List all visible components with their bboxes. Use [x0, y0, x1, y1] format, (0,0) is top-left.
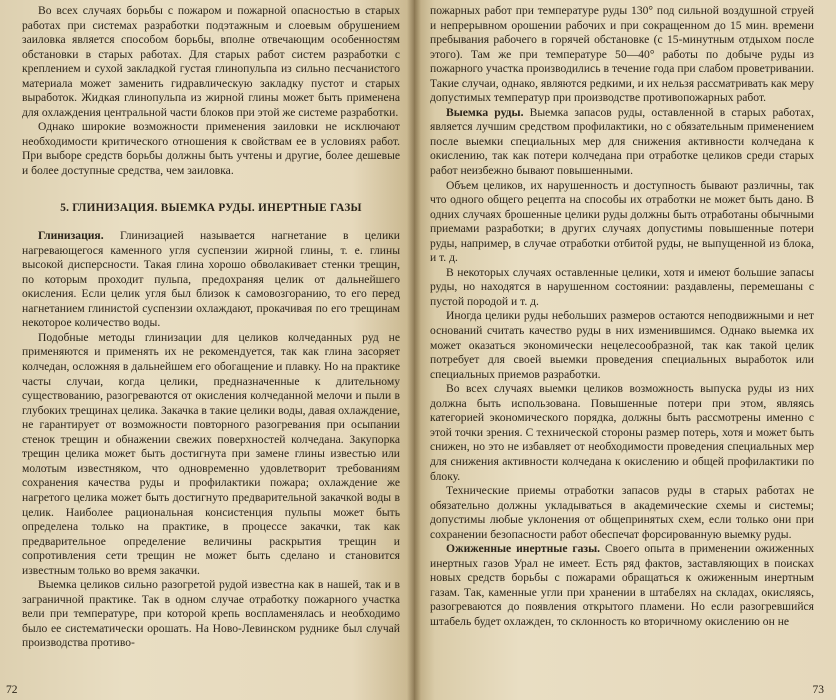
paragraph-text: Глинизацией называется нагнетание в целики нагревающегося каменного угля суспензии жирной глины, т. е. глины высокой дисперсности. Такая глина хорошо обволакивает стенки трещин, по которым проходит пульпа, предохраняя целик от дальнейшего окисления. Если целик угля был близок к самовозгоранию, то его перед нагнетанием глинистой суспензии охлаждают, прокачивая по его трещинам некоторое количество воды. [22, 229, 400, 330]
paragraph: Объем целиков, их нарушенность и доступность бывают различны, так что одного общего рецепта на способы их отработки не может быть дано. В одних случаях брошенные целики руды должны быть отработаны обычными приемами разработки; в других случаях допустимы повышенные потери руды, например, в случае отработки отбитой руды, не выпущенной из блока, и т. д. [430, 178, 814, 265]
paragraph: пожарных работ при температуре руды 130° под сильной воздушной струей и непрерывном орошении рабочих и при сокращенном до 15 мин. времени пребывания рабочего в горячей обстановке (с 15-минутным отдыхом после этого). Там же при температуре 50—40° работы по добыче руды из пожарного участка производились в течение года при слабом проветривании. Такие случаи, однако, являются редкими, и их нельзя рассматривать как меру допустимых температур при производстве противопожарных работ. [430, 4, 814, 105]
paragraph-text: Своего опыта в применении ожиженных инертных газов Урал не имеет. Есть ряд фактов, заставляющих в поисках новых средств борьбы с пожарами обращаться к ожиженным инертным газам. Так, каменные угли при хранении в штабелях на складах, окисляясь, разогреваются до появления открытого пламени. Но если разогревшийся штабель будет охлажден, то склонность ко вторичному окислению он не [430, 542, 815, 628]
run-in-heading: Выемка руды. [446, 105, 524, 119]
paragraph: В некоторых случаях оставленные целики, хотя и имеют большие запасы руды, но находятся в нарушенном состоянии: раздавлены, перемешаны с пустой породой и т. д. [430, 265, 814, 308]
paragraph: Иногда целики руды небольших размеров остаются неподвижными и нет оснований считать качество руды в них изменившимся. Однако выемка их может оказаться экономически нецелесообразной, так как такой целик потребует для своей выемки проведения специальных выработок или специальных приемов разработки. [430, 309, 814, 381]
paragraph [430, 106, 814, 179]
left-page [0, 0, 414, 700]
paragraph [22, 229, 400, 331]
right-page [414, 0, 836, 700]
paragraph [430, 542, 814, 629]
paragraph: Выемка целиков сильно разогретой рудой известна как в нашей, так и в заграничной практике. Так в одном случае отработку пожарного участка вели при температуре, при которой крепь воспламенялась и необходимо было ее систематически орошать. На Ново-Левинском руднике был случай производства противо- [22, 578, 400, 650]
paragraph: Во всех случаях борьбы с пожаром и пожарной опасностью в старых работах при системах разработки подэтажным и слоевым обрушением заиловка является способом борьбы, вполне отвечающим особенностям обстановки в старых работах. Для старых работ систем разработки с креплением и сухой закладкой густая глинопульпа из сильно песчанистого материала может заменить гидравлическую закладку пустот и старых выработок. Жидкая глинопульпа из жирной глины может быть применена для охлаждения центральной части блоков при этой же системе разработки. [22, 4, 400, 119]
paragraph: Однако широкие возможности применения заиловки не исключают необходимости критического отношения к свойствам ее в условиях работ. При выборе средств борьбы должны быть учтены и другие, более дешевые и более доступные средства, чем заиловка. [22, 120, 400, 178]
paragraph: Подобные методы глинизации для целиков колчеданных руд не применяются и применять их не рекомендуется, так как глина засоряет колчедан, осложняя в дальнейшем его обогащение и плавку. Но на практике часты случаи, когда целики, предназначенные к длительному существованию, разогреваются от окисления колчеданной мелочи и пыли в глубоких трещинах целика. Закачка в такие целики воды, давая охлаждение, не гарантирует от возможности повторного разогревания при осыпании стенок трещин и обнажении свежих поверхностей колчедана. Закупорка трещин целика может быть достигнута при замене глины известью или молотым известняком, что одновременно удовлетворит требованиям сохранения качества руды и профилактики пожара; охлаждение же нагретого целика может быть достигнуто предварительной закачкой воды в целик. Наиболее рациональная консистенция пульпы может быть определена только на практике, в процессе закачки, так как предварительное определение величины раскрытия трещин и сопротивления сети трещин не может быть сделано и становится известным только во время закачки. [22, 330, 400, 577]
paragraph: Во всех случаях выемки целиков возможность выпуска руды из них должна быть использована. Повышенные потери при этом, являясь категорией экономического порядка, должны быть рассмотрены именно с этой точки зрения. С технической стороны размер потерь, хотя и может быть снижен, но это не избавляет от необходимости проведения специальных мер для снижения активности колчедана к окислению и общей профилактики по блоку. [430, 382, 814, 483]
run-in-heading: Ожиженные инертные газы. [446, 542, 601, 556]
run-in-heading: Глинизация. [38, 229, 104, 243]
paragraph: Технические приемы отработки запасов руды в старых работах не обязательно должны укладываться в академические схемы и системы; допустимы любые уклонения от общепринятых схем, если только они при сохранении безопасности работ обеспечат форсированную выемку руды. [430, 484, 814, 541]
page-number: 73 [812, 684, 824, 696]
page-number: 72 [6, 684, 18, 696]
paragraph-text: Выемка запасов руды, оставленной в старых работах, является лучшим средством профилактики, но с обязательным применением после выемки специальных мер для снижения активности колчедана к окислению, так как потери колчедана при отработке целиков среди старых работ неизбежно бывают повышенными. [430, 105, 814, 178]
section-heading: 5. ГЛИНИЗАЦИЯ. ВЫЕМКА РУДЫ. ИНЕРТНЫЕ ГАЗЫ [60, 201, 362, 214]
